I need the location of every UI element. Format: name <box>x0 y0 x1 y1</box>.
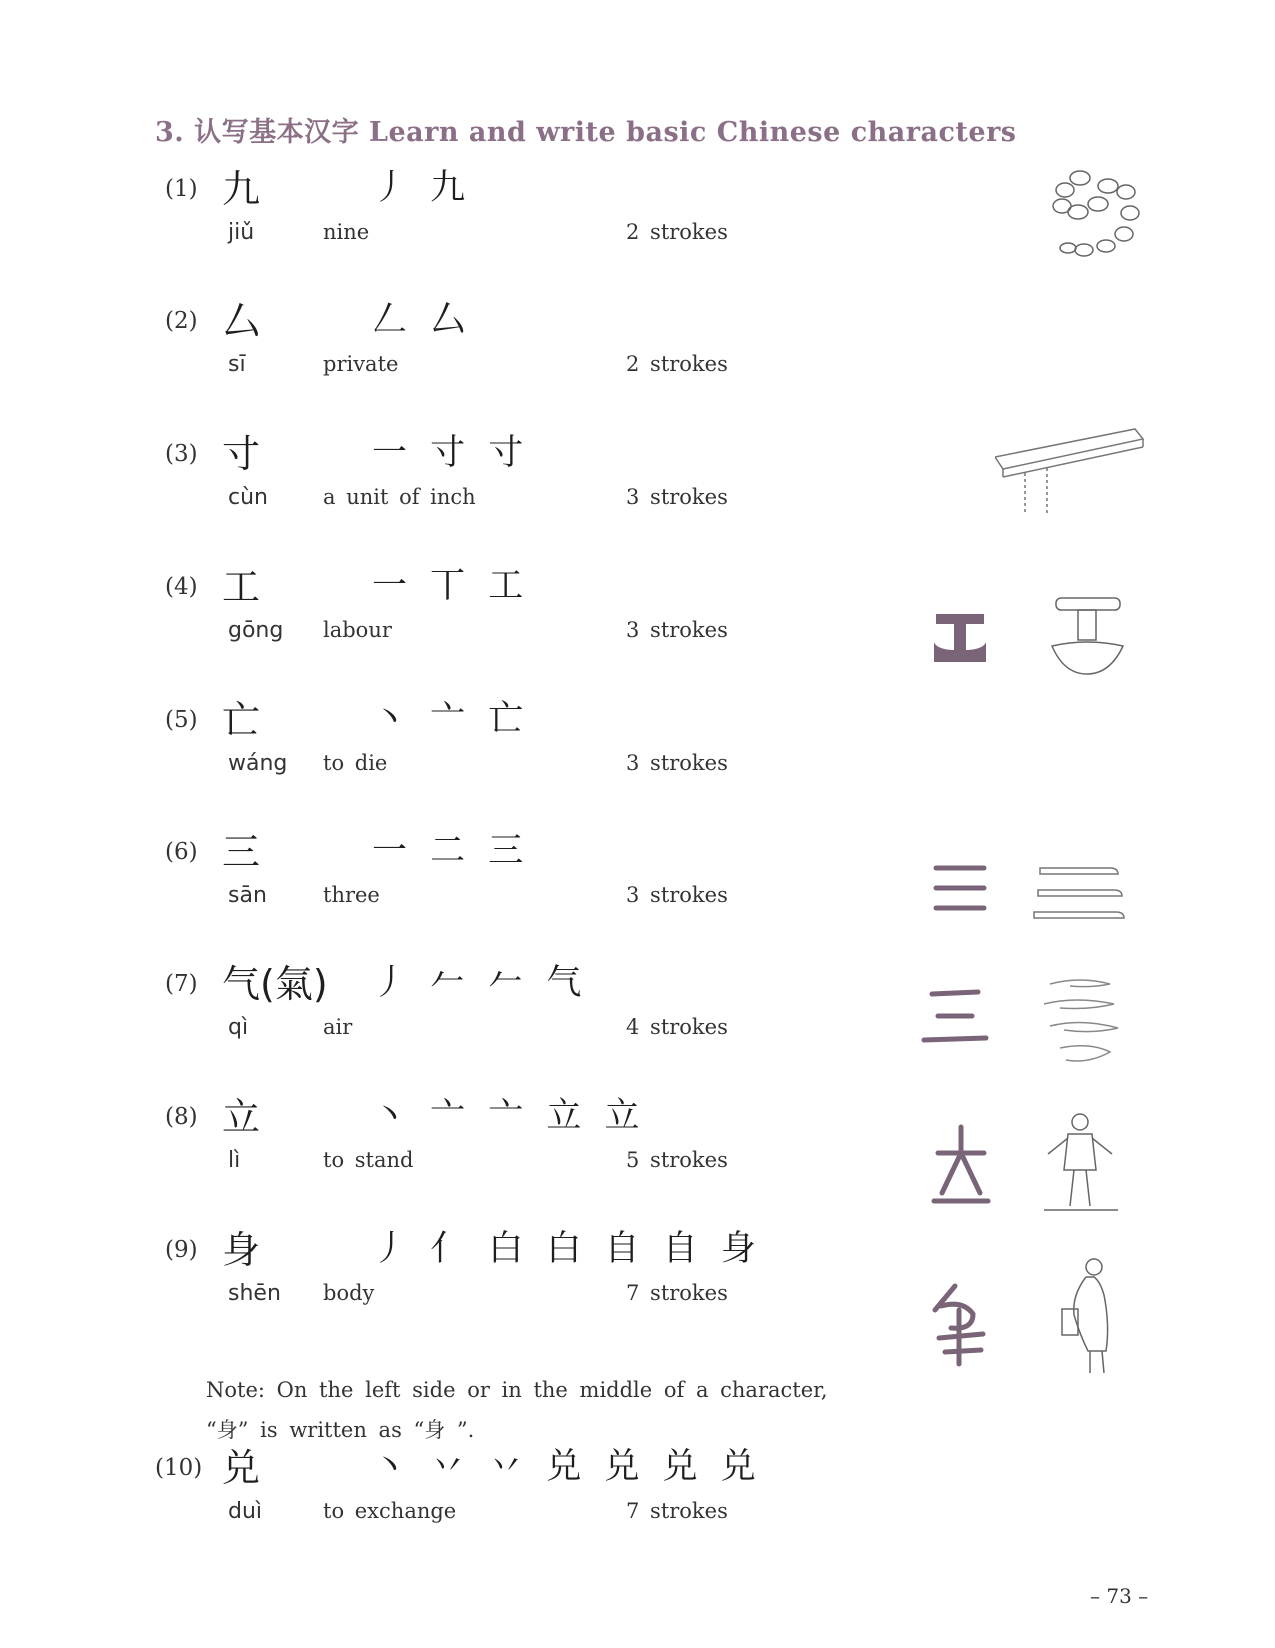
entry-pinyin: qì <box>228 1015 249 1040</box>
entry-stroke-count: 7 strokes <box>626 1499 728 1523</box>
entry-pinyin: duì <box>228 1499 263 1524</box>
entry-stroke-count: 2 strokes <box>626 220 728 244</box>
entry-pinyin: sī <box>228 352 246 377</box>
entry-number: (4) <box>165 574 198 600</box>
stroke-order: 一 二 三 <box>372 831 530 871</box>
stroke-order: 丶 亠 亠 立 立 <box>372 1096 646 1136</box>
entry-pinyin: cùn <box>228 485 268 510</box>
stroke-order: 𠃋 厶 <box>372 300 472 340</box>
entry-character: 三 <box>222 830 261 874</box>
entry-character: 工 <box>222 565 261 609</box>
entry-character: 身 <box>222 1228 261 1272</box>
entry-pinyin: wáng <box>228 751 288 776</box>
entry-number: (10) <box>155 1455 203 1481</box>
entry-character: 寸 <box>222 432 261 476</box>
character-entry-2 <box>0 290 1275 410</box>
three-people-illustration <box>1030 856 1130 926</box>
entry-number: (8) <box>165 1104 198 1130</box>
clouds-illustration <box>1030 974 1125 1069</box>
standing-person-illustration <box>1040 1110 1120 1215</box>
entry-stroke-count: 2 strokes <box>626 352 728 376</box>
entry-meaning: labour <box>323 618 392 642</box>
entry-stroke-count: 4 strokes <box>626 1015 728 1039</box>
entry-meaning: to stand <box>323 1148 414 1172</box>
ancient-san-glyph <box>930 858 990 918</box>
entry-meaning: to die <box>323 751 388 775</box>
stroke-order: 丿 亻 白 白 自 自 身 <box>372 1229 762 1269</box>
note-line-1: Note: On the left side or in the middle of a character, <box>206 1378 828 1402</box>
entry-number: (5) <box>165 707 198 733</box>
stroke-order: 一 丅 工 <box>372 566 530 606</box>
stroke-order: 丿 𠂉 𠂉 气 <box>372 963 588 1003</box>
character-entry-10 <box>0 1437 1275 1557</box>
entry-stroke-count: 3 strokes <box>626 485 728 509</box>
strawberry-nine-illustration <box>1050 168 1150 268</box>
stroke-order: 丶 丷 丷 兑 兑 兑 兑 <box>372 1447 762 1487</box>
entry-character: 九 <box>222 167 261 211</box>
ancient-shen-glyph <box>925 1280 995 1370</box>
entry-stroke-count: 5 strokes <box>626 1148 728 1172</box>
ancient-qi-glyph <box>920 986 990 1048</box>
entry-meaning: air <box>323 1015 353 1039</box>
stroke-order: 一 寸 寸 <box>372 433 530 473</box>
entry-stroke-count: 3 strokes <box>626 883 728 907</box>
entry-character: 厶 <box>222 299 261 343</box>
entry-meaning: private <box>323 352 399 376</box>
tool-gong-illustration <box>1050 594 1125 676</box>
stroke-order: 丿 九 <box>372 168 472 208</box>
entry-character: 气(氣) <box>222 962 328 1006</box>
entry-character: 亡 <box>222 698 261 742</box>
entry-character: 兑 <box>222 1446 261 1490</box>
entry-number: (3) <box>165 441 198 467</box>
entry-pinyin: sān <box>228 883 267 908</box>
entry-number: (6) <box>165 839 198 865</box>
entry-meaning: three <box>323 883 380 907</box>
entry-character: 立 <box>222 1095 261 1139</box>
entry-stroke-count: 3 strokes <box>626 751 728 775</box>
ancient-gong-glyph <box>930 608 990 668</box>
entry-meaning: a unit of inch <box>323 485 476 509</box>
section-title: 3. 认写基本汉字 Learn and write basic Chinese characters <box>155 117 1017 148</box>
entry-pinyin: shēn <box>228 1281 281 1306</box>
note-line-2: “身” is written as “身 ”. <box>206 1418 475 1442</box>
ancient-li-glyph <box>930 1123 992 1208</box>
entry-pinyin: lì <box>228 1148 241 1173</box>
stroke-order: 丶 亠 亡 <box>372 699 530 739</box>
entry-number: (9) <box>165 1237 198 1263</box>
ruler-inch-illustration <box>995 425 1145 520</box>
pregnant-woman-illustration <box>1050 1255 1120 1380</box>
character-entry-5 <box>0 689 1275 809</box>
page-number: – 73 – <box>1090 1584 1149 1608</box>
entry-pinyin: gōng <box>228 618 284 643</box>
entry-number: (7) <box>165 971 198 997</box>
entry-stroke-count: 7 strokes <box>626 1281 728 1305</box>
entry-meaning: body <box>323 1281 375 1305</box>
entry-meaning: to exchange <box>323 1499 457 1523</box>
entry-number: (1) <box>165 176 198 202</box>
entry-pinyin: jiǔ <box>228 220 255 245</box>
entry-stroke-count: 3 strokes <box>626 618 728 642</box>
entry-meaning: nine <box>323 220 370 244</box>
entry-number: (2) <box>165 308 198 334</box>
